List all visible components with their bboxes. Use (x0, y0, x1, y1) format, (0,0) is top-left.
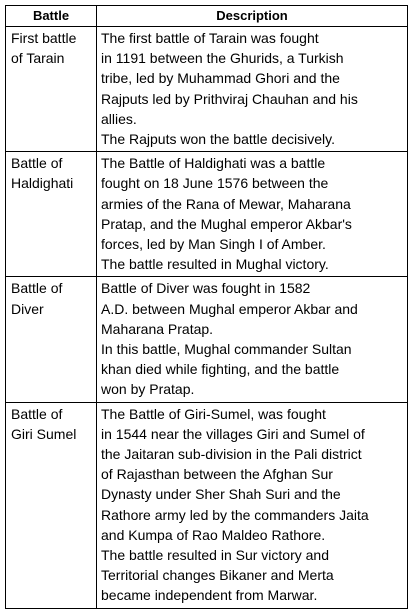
description-line: In this battle, Mughal commander Sultan (101, 341, 352, 358)
header-battle: Battle (6, 6, 97, 27)
description-line: in 1544 near the villages Giri and Sumel of (101, 425, 365, 442)
table-row (6, 152, 408, 277)
description-line: Rathore army led by the commanders Jaita (101, 506, 369, 523)
description-cell (97, 402, 408, 608)
description-line: Battle of Diver was fought in 1582 (101, 280, 311, 297)
description-line: The first battle of Tarain was fought (101, 30, 319, 46)
description-line: of Rajasthan between the Afghan Sur (101, 466, 333, 483)
description-line: became independent from Marwar. (101, 587, 318, 604)
description-line: won by Pratap. (101, 381, 195, 398)
header-row (6, 6, 408, 27)
battle-name-line: Haldighati (11, 175, 74, 192)
table-row (6, 27, 408, 152)
description-line: The battle resulted in Mughal victory. (101, 256, 329, 273)
description-line: in 1191 between the Ghurids, a Turkish (101, 50, 344, 67)
description-line: khan died while fighting, and the battle (101, 361, 340, 378)
description-line: A.D. between Mughal emperor Akbar and (101, 300, 358, 317)
battles-table (5, 5, 408, 609)
battle-name-cell (6, 277, 97, 402)
header-description: Description (97, 6, 408, 27)
description-cell (97, 27, 408, 152)
battle-name-line: Battle of (11, 155, 63, 172)
description-line: The Battle of Haldighati was a battle (101, 155, 326, 172)
description-line: The Rajputs won the battle decisively. (101, 131, 335, 148)
battle-name-line: Battle of (11, 405, 63, 422)
battle-name-line: Giri Sumel (11, 425, 77, 442)
battle-name-line: First battle (11, 30, 77, 46)
description-line: Pratap, and the Mughal emperor Akbar's (101, 215, 352, 232)
description-cell (97, 152, 408, 277)
battle-name-cell (6, 27, 97, 152)
description-line: tribe, led by Muhammad Ghori and the (101, 70, 340, 87)
battle-name-line: Battle of (11, 280, 63, 297)
description-cell (97, 277, 408, 402)
description-line: armies of the Rana of Mewar, Maharana (101, 195, 351, 212)
description-line: Dynasty under Sher Shah Suri and the (101, 486, 341, 503)
description-line: the Jaitaran sub-division in the Pali district (101, 446, 362, 463)
description-line: Territorial changes Bikaner and Merta (101, 567, 334, 584)
description-line: The battle resulted in Sur victory and (101, 547, 330, 564)
table-row (6, 402, 408, 608)
description-line: The Battle of Giri-Sumel, was fought (101, 405, 326, 422)
battle-name-cell (6, 402, 97, 608)
battle-name-line: Diver (11, 300, 44, 317)
table-row (6, 277, 408, 402)
description-line: Maharana Pratap. (101, 320, 214, 337)
battle-name-line: of Tarain (11, 50, 65, 67)
description-line: and Kumpa of Rao Maldeo Rathore. (101, 526, 326, 543)
description-line: fought on 18 June 1576 between the (101, 175, 329, 192)
description-line: forces, led by Man Singh I of Amber. (101, 236, 326, 253)
description-line: allies. (101, 110, 137, 127)
description-line: Rajputs led by Prithviraj Chauhan and his (101, 90, 358, 107)
battle-name-cell (6, 152, 97, 277)
